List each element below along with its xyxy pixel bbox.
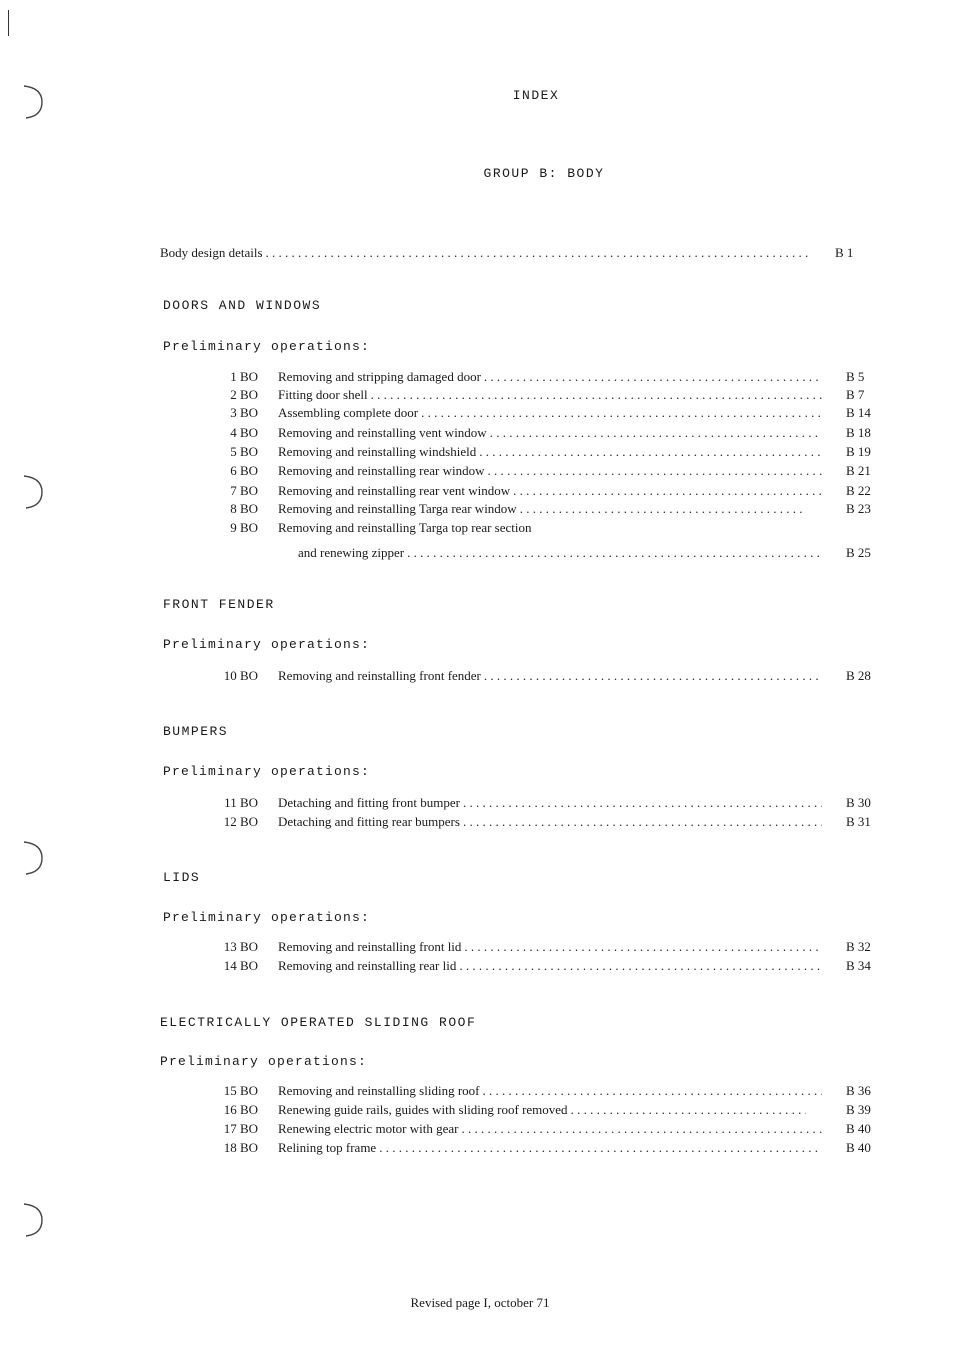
section-heading: BUMPERS bbox=[163, 724, 229, 739]
op-number: 10 BO bbox=[223, 668, 258, 683]
section-heading: ELECTRICALLY OPERATED SLIDING ROOF bbox=[160, 1015, 477, 1030]
toc-entry-label-continued: and renewing zipper bbox=[298, 545, 405, 560]
toc-row bbox=[212, 462, 882, 480]
toc-row bbox=[212, 482, 882, 500]
toc-page-ref: B 5 bbox=[846, 369, 865, 384]
toc-page-ref: B 40 bbox=[846, 1121, 871, 1136]
toc-row bbox=[212, 794, 882, 812]
toc-row-continued bbox=[212, 544, 882, 562]
toc-row bbox=[212, 443, 882, 461]
toc-page-ref: B 21 bbox=[846, 463, 871, 478]
toc-entry-label: Fitting door shell bbox=[278, 387, 368, 402]
section-subheading: Preliminary operations: bbox=[160, 1054, 368, 1069]
toc-page-ref: B 7 bbox=[846, 387, 865, 402]
op-number: 6 BO bbox=[230, 463, 258, 478]
section-heading: DOORS AND WINDOWS bbox=[163, 298, 322, 313]
binder-hole-icon bbox=[20, 838, 46, 878]
op-number: 3 BO bbox=[230, 405, 258, 420]
toc-entry-label: Assembling complete door bbox=[278, 405, 419, 420]
op-number: 18 BO bbox=[223, 1140, 258, 1155]
toc-entry-label: Removing and reinstalling rear lid bbox=[278, 958, 457, 973]
toc-entry-label: Removing and reinstalling Targa rear window bbox=[278, 501, 517, 516]
toc-entry-label: Removing and reinstalling sliding roof bbox=[278, 1083, 480, 1098]
toc-entry-label: Relining top frame bbox=[278, 1140, 377, 1155]
op-number: 5 BO bbox=[230, 444, 258, 459]
op-number: 16 BO bbox=[223, 1102, 258, 1117]
toc-entry-label: Renewing electric motor with gear bbox=[278, 1121, 459, 1136]
toc-intro-row bbox=[160, 244, 860, 262]
section-subheading: Preliminary operations: bbox=[163, 764, 371, 779]
toc-row bbox=[212, 519, 882, 537]
toc-entry-label: Removing and reinstalling front fender bbox=[278, 668, 481, 683]
toc-row bbox=[212, 1082, 882, 1100]
toc-page-ref: B 25 bbox=[846, 545, 871, 560]
toc-page-ref: B 30 bbox=[846, 795, 871, 810]
op-number: 14 BO bbox=[223, 958, 258, 973]
toc-row bbox=[212, 368, 882, 386]
toc-row bbox=[212, 938, 882, 956]
toc-page-ref: B 14 bbox=[846, 405, 871, 420]
op-number: 1 BO bbox=[230, 369, 258, 384]
op-number: 13 BO bbox=[223, 939, 258, 954]
toc-row bbox=[212, 500, 882, 518]
page-footer: Revised page I, october 71 bbox=[410, 1295, 550, 1310]
toc-entry-label: Renewing guide rails, guides with sliding roof removed bbox=[278, 1102, 568, 1117]
section-heading: LIDS bbox=[163, 870, 201, 885]
toc-row bbox=[212, 1139, 882, 1157]
op-number: 8 BO bbox=[230, 501, 258, 516]
toc-page-ref: B 23 bbox=[846, 501, 871, 516]
page-title: INDEX bbox=[512, 88, 560, 103]
toc-page-ref: B 18 bbox=[846, 425, 871, 440]
toc-entry-label: Detaching and fitting front bumper bbox=[278, 795, 460, 810]
toc-entry-label: Body design details bbox=[160, 245, 263, 260]
toc-row bbox=[212, 667, 882, 685]
op-number: 2 BO bbox=[230, 387, 258, 402]
toc-row bbox=[212, 1101, 882, 1119]
toc-entry-label: Removing and reinstalling windshield bbox=[278, 444, 477, 459]
toc-entry-label: Removing and reinstalling Targa top rear section bbox=[278, 520, 532, 535]
toc-page-ref: B 39 bbox=[846, 1102, 871, 1117]
op-number: 7 BO bbox=[230, 483, 258, 498]
toc-entry-label: Removing and reinstalling rear window bbox=[278, 463, 485, 478]
toc-row bbox=[212, 1120, 882, 1138]
op-number: 12 BO bbox=[223, 814, 258, 829]
toc-page-ref: B 19 bbox=[846, 444, 871, 459]
binder-hole-icon bbox=[20, 1200, 46, 1240]
toc-page-ref: B 36 bbox=[846, 1083, 871, 1098]
toc-entry-label: Removing and reinstalling vent window bbox=[278, 425, 487, 440]
toc-row bbox=[212, 386, 882, 404]
toc-row bbox=[212, 813, 882, 831]
op-number: 11 BO bbox=[224, 795, 258, 810]
toc-row bbox=[212, 404, 882, 422]
toc-entry-label: Detaching and fitting rear bumpers bbox=[278, 814, 460, 829]
toc-page-ref: B 40 bbox=[846, 1140, 871, 1155]
op-number: 15 BO bbox=[223, 1083, 258, 1098]
toc-page-ref: B 28 bbox=[846, 668, 871, 683]
section-subheading: Preliminary operations: bbox=[163, 637, 371, 652]
margin-mark bbox=[8, 10, 9, 36]
section-subheading: Preliminary operations: bbox=[163, 339, 371, 354]
group-title: GROUP B: BODY bbox=[483, 166, 605, 181]
toc-page-ref: B 34 bbox=[846, 958, 871, 973]
section-subheading: Preliminary operations: bbox=[163, 910, 371, 925]
op-number: 9 BO bbox=[230, 520, 258, 535]
op-number: 4 BO bbox=[230, 425, 258, 440]
toc-entry-label: Removing and stripping damaged door bbox=[278, 369, 481, 384]
toc-page-ref: B 22 bbox=[846, 483, 871, 498]
toc-row bbox=[212, 957, 882, 975]
toc-row bbox=[212, 424, 882, 442]
toc-entry-label: Removing and reinstalling front lid bbox=[278, 939, 462, 954]
toc-entry-label: Removing and reinstalling rear vent window bbox=[278, 483, 511, 498]
toc-page-ref: B 32 bbox=[846, 939, 871, 954]
toc-page-ref: B 1 bbox=[835, 245, 854, 260]
section-heading: FRONT FENDER bbox=[163, 597, 275, 612]
binder-hole-icon bbox=[20, 472, 46, 512]
op-number: 17 BO bbox=[223, 1121, 258, 1136]
toc-page-ref: B 31 bbox=[846, 814, 871, 829]
